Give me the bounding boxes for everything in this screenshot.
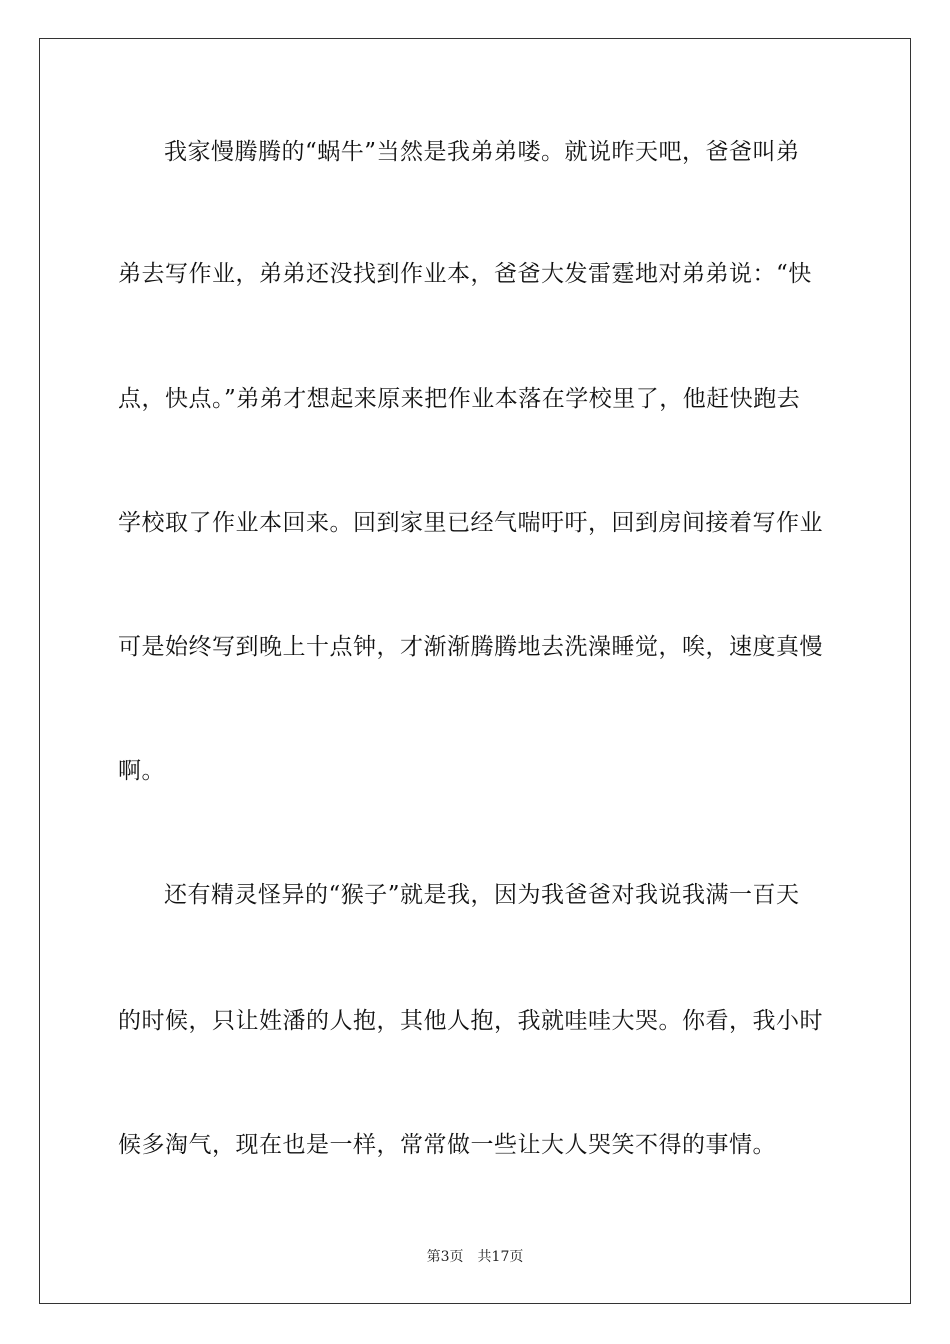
- page-footer: [0, 1246, 950, 1266]
- paragraph-1-line-4: 学校取了作业本回来。回到家里已经气喘吁吁，回到房间接着写作业: [118, 510, 823, 536]
- page-border: [39, 38, 911, 1304]
- paragraph-2-line-3: 候多淘气，现在也是一样，常常做一些让大人哭笑不得的事情。: [118, 1132, 776, 1158]
- paragraph-1-line-5: 可是始终写到晚上十点钟，才渐渐腾腾地去洗澡睡觉，唉，速度真慢: [118, 634, 823, 660]
- paragraph-2-line-1: 还有精灵怪异的“猴子”就是我，因为我爸爸对我说我满一百天: [164, 882, 800, 908]
- paragraph-1-line-6: 啊。: [118, 758, 165, 784]
- page-number: 第3页: [426, 1249, 464, 1265]
- paragraph-2-line-2: 的时候，只让姓潘的人抱，其他人抱，我就哇哇大哭。你看，我小时: [118, 1008, 823, 1034]
- paragraph-1-line-2: 弟去写作业，弟弟还没找到作业本，爸爸大发雷霆地对弟弟说：“快: [118, 261, 812, 287]
- page-total: 共17页: [477, 1249, 524, 1265]
- paragraph-1-line-1: 我家慢腾腾的“蜗牛”当然是我弟弟喽。就说昨天吧，爸爸叫弟: [164, 139, 800, 165]
- paragraph-1-line-3: 点，快点。”弟弟才想起来原来把作业本落在学校里了，他赶快跑去: [118, 386, 801, 412]
